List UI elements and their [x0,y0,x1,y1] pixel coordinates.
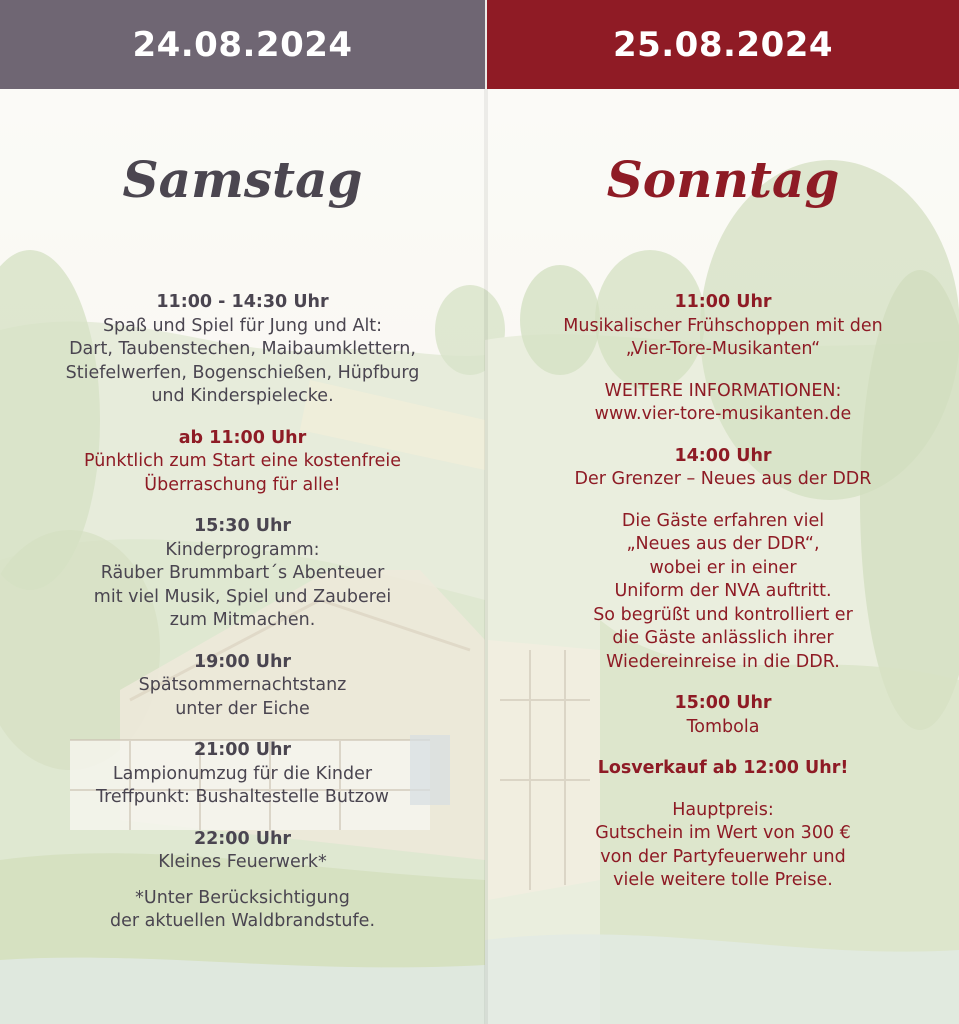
event-time: 22:00 Uhr [193,828,292,849]
saturday-date-banner: 24.08.2024 [0,0,485,89]
event-time: 21:00 Uhr [193,740,292,760]
sale-notice: Losverkauf ab 12:00 Uhr! [597,758,849,778]
sunday-date-banner: 25.08.2024 [487,0,959,89]
event-block [0,739,485,810]
event-description: Spaß und Spiel für Jung und Alt: Dart, Taubenstechen, Maibaumklettern, Stiefelwerfen, Bogenschießen, Hüpfburg und Kinderspielecke. [65,315,420,406]
event-block [487,692,959,739]
event-block [0,291,485,409]
event-time: 14:00 Uhr [674,445,772,466]
footnote: *Unter Berücksichtigung der aktuellen Waldbrandstufe. [109,887,376,931]
event-block [487,291,959,362]
event-block [0,828,485,875]
sunday-program [487,291,959,911]
event-block [0,515,485,633]
info-block [487,380,959,427]
event-time: 11:00 - 14:30 Uhr [156,292,329,312]
event-block-highlight [0,427,485,498]
info-label: WEITERE INFORMATIONEN: [604,380,842,401]
event-time: ab 11:00 Uhr [178,427,307,448]
event-description: Kinderprogramm: Räuber Brummbart´s Abenteuer mit viel Musik, Spiel und Zauberei zum Mitmachen. [93,539,392,630]
saturday-title: Samstag [122,150,363,209]
event-description: Lampionumzug für die Kinder Treffpunkt: Bushaltestelle Butzow [96,763,389,807]
event-time: 15:00 Uhr [674,693,772,713]
sunday-column [487,0,959,1024]
event-time: 11:00 Uhr [674,292,772,312]
event-title: Der Grenzer – Neues aus der DDR [574,469,872,489]
event-description: Kleines Feuerwerk* [158,852,327,872]
event-time: 15:30 Uhr [193,516,292,536]
event-block [0,651,485,722]
event-description: Spätsommernachtstanz unter der Eiche [138,675,347,719]
saturday-program [0,291,485,934]
event-description: Die Gäste erfahren viel „Neues aus der DDR“, wobei er in einer Uniform der NVA auftritt. So begrüßt und kontrolliert er die Gäste anlässlich ihrer Wiedereinreise in die DDR. [593,510,853,672]
event-description: Pünktlich zum Start eine kostenfreie Überraschung für alle! [83,451,402,495]
event-description: Musikalischer Frühschoppen mit den „Vier-Tore-Musikanten“ [563,315,883,359]
sunday-title: Sonntag [606,150,840,209]
event-title: Tombola [686,716,760,737]
prize-block: Hauptpreis: Gutschein im Wert von 300 € von der Partyfeuerwehr und viele weitere tolle Preise. [595,799,851,890]
info-url: www.vier-tore-musikanten.de [594,404,852,424]
event-block [487,445,959,492]
event-detail [487,510,959,675]
event-time: 19:00 Uhr [193,651,292,672]
